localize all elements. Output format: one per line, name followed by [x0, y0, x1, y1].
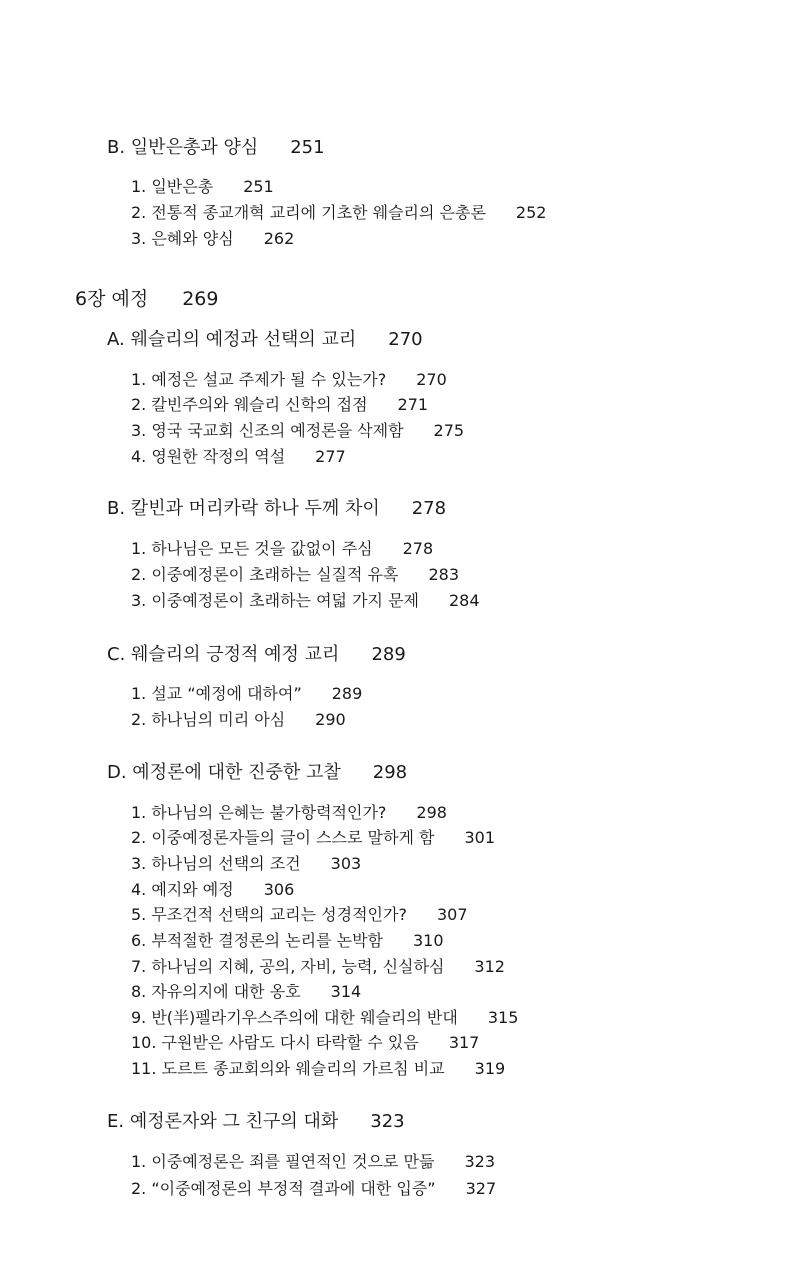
page-number: 315	[487, 1008, 519, 1027]
entry-title: 1. 설교 “예정에 대하여”	[131, 684, 302, 703]
page-number: 284	[449, 591, 480, 610]
entry-title: 2. 칼빈주의와 웨슬리 신학의 접점	[131, 395, 368, 414]
entry-title: 5. 무조건적 선택의 교리는 성경적인가?	[131, 905, 407, 924]
page-number: 262	[263, 229, 295, 248]
entry-title: 4. 영원한 작정의 역설	[131, 447, 286, 466]
entry-title: 2. “이중예정론의 부정적 결과에 대한 입증”	[131, 1179, 436, 1198]
page-number: 317	[448, 1033, 480, 1052]
page-number: 290	[315, 710, 346, 729]
page-number: 303	[330, 854, 362, 873]
page-number: 319	[474, 1059, 506, 1078]
toc-entry	[131, 959, 505, 975]
toc-entry	[131, 1061, 505, 1077]
toc-entry	[131, 567, 459, 583]
page-number: 323	[370, 1111, 405, 1132]
entry-title: 6. 부적절한 결정론의 논리를 논박함	[131, 931, 383, 950]
toc-entry	[131, 179, 274, 195]
toc-entry	[131, 984, 361, 1000]
entry-title: 2. 이중예정론자들의 글이 스스로 말하게 함	[131, 828, 435, 847]
page-number: 271	[397, 395, 429, 414]
entry-title: 1. 이중예정론은 죄를 필연적인 것으로 만듦	[131, 1152, 435, 1171]
entry-title: 1. 예정은 설교 주제가 될 수 있는가?	[131, 370, 387, 389]
page-number: 323	[464, 1152, 495, 1171]
toc-section-heading	[107, 500, 446, 518]
toc-entry	[131, 933, 444, 949]
entry-title: 2. 전통적 종교개혁 교리에 기초한 웨슬리의 은총론	[131, 203, 486, 222]
page-number: 298	[372, 762, 408, 783]
page-number: 301	[464, 828, 495, 847]
section-title: B. 칼빈과 머리카락 하나 두께 차이	[107, 498, 380, 519]
page-number: 327	[465, 1179, 497, 1198]
page-number: 269	[182, 288, 219, 310]
entry-title: 3. 하나님의 선택의 조건	[131, 854, 301, 873]
page-number: 278	[411, 498, 447, 519]
toc-entry	[131, 1154, 495, 1170]
entry-title: 10. 구원받은 사람도 다시 타락할 수 있음	[131, 1033, 419, 1052]
toc-entry	[131, 541, 433, 557]
toc-entry	[131, 1035, 479, 1051]
page-number: 314	[330, 982, 362, 1001]
toc-entry	[131, 686, 362, 702]
section-title: E. 예정론자와 그 친구의 대화	[107, 1111, 339, 1132]
section-title: D. 예정론에 대한 진중한 고찰	[107, 762, 341, 783]
page-number: 270	[388, 329, 423, 350]
toc-entry	[131, 882, 294, 898]
page-number: 283	[428, 565, 459, 584]
toc-entry	[131, 712, 346, 728]
entry-title: 7. 하나님의 지혜, 공의, 자비, 능력, 신실하심	[131, 957, 445, 976]
toc-entry	[131, 372, 447, 388]
entry-title: 3. 이중예정론이 초래하는 여덟 가지 문제	[131, 591, 419, 610]
toc-entry	[131, 449, 346, 465]
toc-section-heading	[107, 764, 407, 782]
page-number: 310	[413, 931, 444, 950]
page-number: 251	[290, 137, 325, 158]
toc-chapter-heading	[75, 290, 218, 309]
entry-title: 3. 은혜와 양심	[131, 229, 234, 248]
page-number: 275	[433, 421, 465, 440]
toc-entry	[131, 856, 361, 872]
entry-title: 1. 하나님의 은혜는 불가항력적인가?	[131, 803, 387, 822]
toc-section-heading	[107, 1113, 405, 1131]
toc-section-heading	[107, 646, 406, 664]
toc-entry	[131, 397, 428, 413]
entry-title: 1. 일반은총	[131, 177, 214, 196]
page-number: 298	[416, 803, 447, 822]
toc-section-heading	[107, 331, 423, 349]
entry-title: 4. 예지와 예정	[131, 880, 234, 899]
page-number: 312	[474, 957, 505, 976]
toc-entry	[131, 805, 447, 821]
page-number: 270	[416, 370, 447, 389]
page-number: 289	[371, 644, 406, 665]
chapter-title: 6장 예정	[75, 288, 149, 310]
entry-title: 11. 도르트 종교회의와 웨슬리의 가르침 비교	[131, 1059, 445, 1078]
toc-entry	[131, 205, 546, 221]
toc-entry	[131, 231, 294, 247]
entry-title: 3. 영국 국교회 신조의 예정론을 삭제함	[131, 421, 404, 440]
page-number: 252	[515, 203, 547, 222]
section-title: C. 웨슬리의 긍정적 예정 교리	[107, 644, 340, 665]
page-number: 278	[402, 539, 434, 558]
toc-entry	[131, 423, 464, 439]
toc-section-heading	[107, 139, 325, 157]
toc-entry	[131, 1181, 496, 1197]
toc-entry	[131, 830, 495, 846]
toc-entry	[131, 907, 468, 923]
entry-title: 1. 하나님은 모든 것을 값없이 주심	[131, 539, 373, 558]
entry-title: 2. 하나님의 미리 아심	[131, 710, 286, 729]
section-title: B. 일반은총과 양심	[107, 137, 259, 158]
page-number: 307	[436, 905, 468, 924]
toc-entry	[131, 593, 480, 609]
toc-entry	[131, 1010, 518, 1026]
entry-title: 9. 반(半)펠라기우스주의에 대한 웨슬리의 반대	[131, 1008, 458, 1027]
page-number: 306	[263, 880, 295, 899]
entry-title: 2. 이중예정론이 초래하는 실질적 유혹	[131, 565, 399, 584]
section-title: A. 웨슬리의 예정과 선택의 교리	[107, 329, 357, 350]
entry-title: 8. 자유의지에 대한 옹호	[131, 982, 301, 1001]
page-number: 251	[243, 177, 274, 196]
page-number: 289	[331, 684, 363, 703]
page-number: 277	[315, 447, 346, 466]
